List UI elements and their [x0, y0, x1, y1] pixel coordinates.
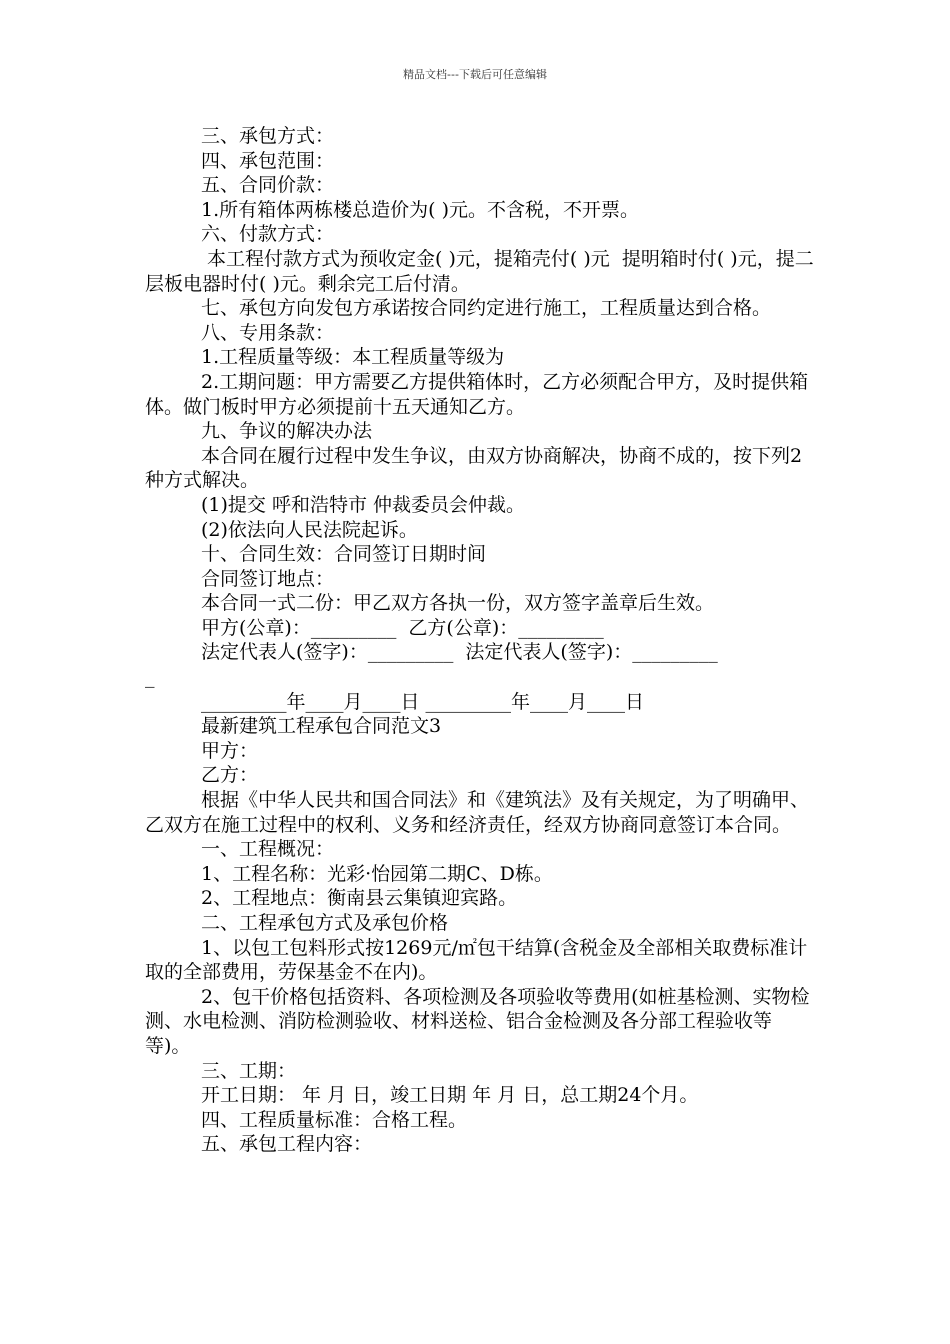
document-body: [145, 124, 817, 1157]
document-line: 2、包干价格包括资料、各项检测及各项验收等费用(如桩基检测、实物检测、水电检测、消防检测验收、材料送检、铝合金检测及各分部工程验收等等)。: [145, 985, 810, 1057]
document-line: 开工日期： 年 月 日，竣工日期 年 月 日，总工期24个月。: [201, 1084, 699, 1107]
document-line: (1)提交 呼和浩特市 仲裁委员会仲裁。: [201, 493, 525, 516]
document-line: 五、合同价款：: [201, 174, 335, 197]
document-line: 甲方(公章)：_________ 乙方(公章)：_________: [201, 616, 604, 639]
document-line: 八、专用条款：: [201, 321, 335, 344]
document-line: 四、承包范围：: [201, 149, 335, 172]
document-line: 九、争议的解决办法: [201, 420, 373, 443]
document-line: 本合同一式二份：甲乙双方各执一份，双方签字盖章后生效。: [201, 592, 715, 615]
document-line: 本合同在履行过程中发生争议，由双方协商解决，协商不成的，按下列2种方式解决。: [145, 444, 803, 492]
document-line: 根据《中华人民共和国合同法》和《建筑法》及有关规定，为了明确甲、乙双方在施工过程中的权利、义务和经济责任，经双方协商同意签订本合同。: [145, 789, 810, 836]
document-line: 六、付款方式：: [201, 223, 335, 246]
document-line: (2)依法向人民法院起诉。: [201, 518, 418, 541]
document-line: 甲方：: [201, 739, 259, 762]
document-line: 本工程付款方式为预收定金( )元，提箱壳付( )元 提明箱时付( )元，提二层板电器时付( )元。剩余完工后付清。: [145, 247, 814, 295]
document-line: 乙方：: [201, 764, 259, 787]
document-line: 三、工期：: [201, 1059, 297, 1082]
document-line: 1.所有箱体两栋楼总造价为( )元。不含税，不开票。: [201, 198, 639, 221]
document-line: 2、工程地点：衡南县云集镇迎宾路。: [201, 887, 518, 910]
document-line: 十、合同生效：合同签订日期时间: [201, 543, 487, 566]
page-header: 精品文档---下载后可任意编辑: [403, 68, 547, 81]
document-line: 2.工期问题：甲方需要乙方提供箱体时，乙方必须配合甲方，及时提供箱体。做门板时甲方必须提前十五天通知乙方。: [145, 370, 809, 418]
document-line: 四、工程质量标准：合格工程。: [201, 1108, 468, 1131]
document-line: 1、以包工包料形式按1269元/㎡包干结算(含税金及全部相关取费标准计取的全部费用，劳保基金不在内)。: [145, 936, 808, 984]
document-line: 1.工程质量等级：本工程质量等级为: [201, 346, 505, 369]
document-line: 法定代表人(签字)：_________ 法定代表人(签字)：_________: [201, 641, 718, 664]
document-line: 1、工程名称：光彩·怡园第二期C、D栋。: [201, 862, 553, 885]
document-line: 三、承包方式：: [201, 125, 335, 147]
document-line: 七、承包方向发包方承诺按合同约定进行施工，工程质量达到合格。: [201, 297, 772, 320]
document-line: _________年____月____日 _________年____月____日: [201, 690, 645, 713]
document-line: 五、承包工程内容：: [201, 1133, 373, 1156]
document-line: 最新建筑工程承包合同范文3: [201, 715, 442, 738]
document-line: _: [145, 666, 155, 689]
document-line: 一、工程概况：: [201, 838, 335, 861]
document-line: 二、工程承包方式及承包价格: [201, 912, 449, 934]
document-line: 合同签订地点：: [201, 567, 335, 590]
